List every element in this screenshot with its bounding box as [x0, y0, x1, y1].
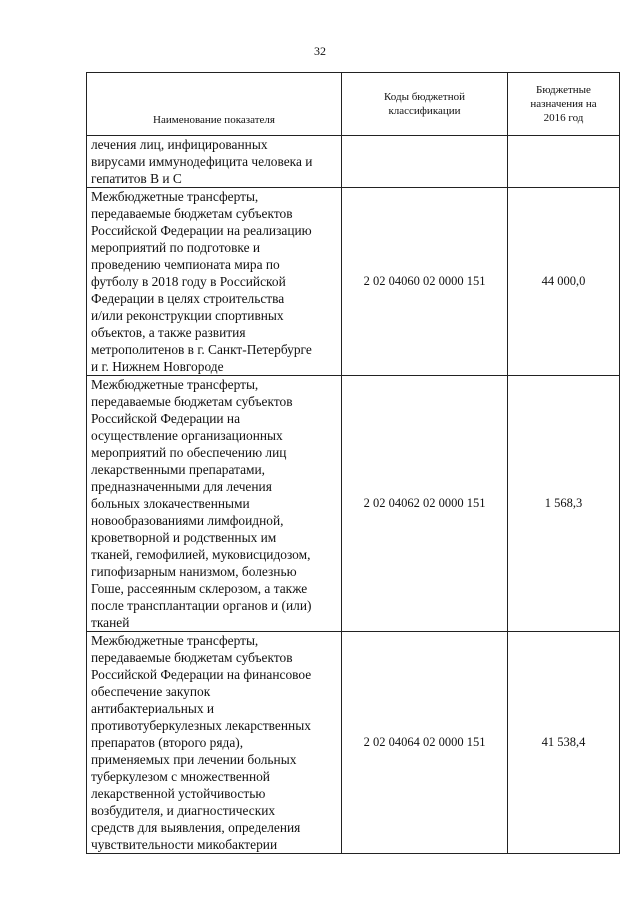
budget-code: 2 02 04064 02 0000 151	[342, 632, 508, 854]
indicator-name: Межбюджетные трансферты, передаваемые бюджетам субъектов Российской Федерации на реализацию мероприятий по подготовке и проведению чемпионата мира по футболу в 2018 году в Российской Федерации в целях строительства и/или реконструкции спортивных объектов, а также развития метрополитенов в г. Санкт-Петербурге и г. Нижнем Новгороде	[87, 188, 342, 376]
table-row	[87, 136, 620, 188]
header-indicator-name: Наименование показателя	[87, 73, 342, 136]
budget-amount: 41 538,4	[508, 632, 620, 854]
table-row	[87, 188, 620, 376]
page-number: 32	[314, 44, 326, 58]
table-row	[87, 632, 620, 854]
indicator-name: лечения лиц, инфицированных вирусами иммунодефицита человека и гепатитов В и С	[87, 136, 342, 188]
budget-code: 2 02 04062 02 0000 151	[342, 376, 508, 632]
budget-amount: 44 000,0	[508, 188, 620, 376]
budget-code	[342, 136, 508, 188]
table-header-row	[87, 73, 620, 136]
budget-amount	[508, 136, 620, 188]
indicator-name: Межбюджетные трансферты, передаваемые бюджетам субъектов Российской Федерации на финансовое обеспечение закупок антибактериальных и противотуберкулезных лекарственных препаратов (второго ряда), применяемых при лечении больных туберкулезом с множественной лекарственной устойчивостью возбудителя, и диагностических средств для выявления, определения чувствительности микобактерии	[87, 632, 342, 854]
budget-amount: 1 568,3	[508, 376, 620, 632]
budget-code: 2 02 04060 02 0000 151	[342, 188, 508, 376]
indicator-name: Межбюджетные трансферты, передаваемые бюджетам субъектов Российской Федерации на осуществление организационных мероприятий по обеспечению лиц лекарственными препаратами, предназначенными для лечения больных злокачественными новообразованиями лимфоидной, кроветворной и родственных им тканей, гемофилией, муковисцидозом, гипофизарным нанизмом, болезнью Гоше, рассеянным склерозом, а также после трансплантации органов и (или) тканей	[87, 376, 342, 632]
header-budget-code: Коды бюджетной классификации	[342, 73, 508, 136]
header-budget-amount: Бюджетные назначения на 2016 год	[508, 73, 620, 136]
table-row	[87, 376, 620, 632]
budget-table	[86, 72, 620, 854]
